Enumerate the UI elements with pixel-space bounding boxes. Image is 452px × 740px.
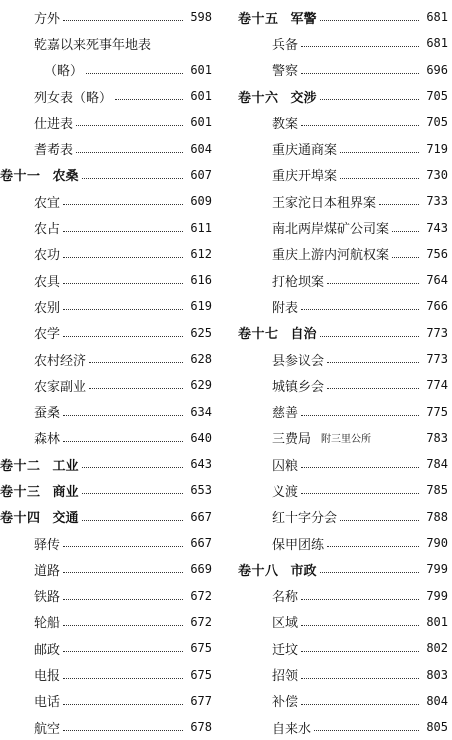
toc-entry-row[interactable] <box>238 267 448 293</box>
toc-entry-row[interactable] <box>238 30 448 56</box>
leader-dots <box>63 230 183 232</box>
leader-dots <box>63 440 183 442</box>
entry-title: 迁坟 <box>272 642 299 658</box>
volume-number: 卷十八 <box>238 563 279 579</box>
entry-note: 附三里公所 <box>321 434 372 446</box>
entry-title: 警察 <box>272 64 299 80</box>
leader-dots <box>63 203 183 205</box>
toc-left-column <box>0 4 212 740</box>
entry-title: 自治 <box>290 327 317 343</box>
entry-title: 名称 <box>272 590 299 606</box>
page-number: 799 <box>426 588 448 603</box>
entry-title: 农宜 <box>34 195 61 211</box>
page-number: 788 <box>426 509 448 524</box>
leader-dots <box>63 545 183 547</box>
page-number: 672 <box>190 614 212 629</box>
leader-dots <box>301 124 419 126</box>
toc-entry-row[interactable] <box>0 372 212 398</box>
leader-dots <box>301 45 419 47</box>
leader-dots <box>63 677 183 679</box>
toc-entry-row[interactable] <box>0 214 212 240</box>
page-number: 774 <box>426 378 448 393</box>
toc-entry-row[interactable] <box>238 714 448 740</box>
page-number: 669 <box>190 562 212 577</box>
page-number: 784 <box>426 457 448 472</box>
leader-dots <box>379 203 419 205</box>
toc-entry-row[interactable] <box>238 451 448 477</box>
leader-dots <box>63 624 183 626</box>
entry-title: 保甲团练 <box>272 537 325 553</box>
toc-entry-row[interactable] <box>238 109 448 135</box>
entry-title: 城镇乡会 <box>272 379 325 395</box>
page-number: 629 <box>190 378 212 393</box>
toc-entry-row[interactable] <box>238 346 448 372</box>
toc-volume-row[interactable] <box>238 556 448 582</box>
toc-volume-row[interactable] <box>0 162 212 188</box>
leader-dots <box>63 414 183 416</box>
leader-dots <box>63 571 183 573</box>
entry-title: 附表 <box>272 300 299 316</box>
entry-title: 教案 <box>272 116 299 132</box>
leader-dots <box>63 256 183 258</box>
leader-dots <box>301 466 419 468</box>
toc-entry-row[interactable] <box>238 398 448 424</box>
leader-dots <box>301 308 419 310</box>
toc-entry-row[interactable] <box>238 241 448 267</box>
entry-title: 铁路 <box>34 590 61 606</box>
entry-title: 交通 <box>52 511 79 527</box>
toc-entry-row[interactable] <box>238 372 448 398</box>
entry-title: 交涉 <box>290 90 317 106</box>
entry-title: 邮政 <box>34 642 61 658</box>
leader-dots <box>82 177 183 179</box>
toc-entry-row[interactable] <box>238 477 448 503</box>
entry-title: 县参议会 <box>272 353 325 369</box>
toc-entry-row[interactable] <box>0 583 212 609</box>
toc-volume-row[interactable] <box>0 451 212 477</box>
entry-title: （略） <box>44 64 84 80</box>
page-number: 667 <box>190 509 212 524</box>
toc-entry-row[interactable] <box>0 530 212 556</box>
leader-dots <box>89 387 183 389</box>
toc-entry-row[interactable] <box>0 635 212 661</box>
page-number: 775 <box>426 404 448 419</box>
toc-entry-row[interactable] <box>0 346 212 372</box>
leader-dots <box>392 230 419 232</box>
page-number: 764 <box>426 273 448 288</box>
leader-dots <box>320 571 419 573</box>
toc-entry-row[interactable] <box>0 398 212 424</box>
toc-entry-row[interactable] <box>0 109 212 135</box>
page-number: 643 <box>190 457 212 472</box>
entry-title: 耆耇表 <box>34 143 74 159</box>
entry-title: 兵备 <box>272 37 299 53</box>
toc-volume-row[interactable] <box>0 477 212 503</box>
volume-number: 卷十五 <box>238 11 279 27</box>
volume-number: 卷十四 <box>0 511 41 527</box>
volume-number: 卷十三 <box>0 484 41 500</box>
toc-entry-row[interactable] <box>0 688 212 714</box>
toc-entry-row[interactable] <box>0 293 212 319</box>
leader-dots <box>327 545 419 547</box>
entry-title: 王家沱日本租界案 <box>272 195 377 211</box>
toc-entry-row[interactable] <box>238 135 448 161</box>
page-number: 672 <box>190 588 212 603</box>
entry-title: 农家副业 <box>34 379 87 395</box>
leader-dots <box>340 177 419 179</box>
toc-entry-row[interactable] <box>0 661 212 687</box>
page-number: 705 <box>426 89 448 104</box>
toc-entry-row[interactable] <box>0 425 212 451</box>
leader-dots <box>320 335 419 337</box>
toc-entry-row[interactable] <box>0 135 212 161</box>
toc-entry-row[interactable] <box>238 661 448 687</box>
entry-title: 农村经济 <box>34 353 87 369</box>
page-number: 705 <box>426 115 448 130</box>
entry-title: 囚粮 <box>272 458 299 474</box>
entry-title: 农学 <box>34 327 61 343</box>
toc-entry-row[interactable] <box>238 583 448 609</box>
leader-dots <box>63 729 183 731</box>
entry-title: 森林 <box>34 432 61 448</box>
page-number: 801 <box>426 614 448 629</box>
leader-dots <box>82 519 183 521</box>
page-number: 601 <box>190 115 212 130</box>
page-number: 719 <box>426 141 448 156</box>
page-number: 601 <box>190 89 212 104</box>
toc-entry-row[interactable] <box>0 83 212 109</box>
page-number: 805 <box>426 720 448 735</box>
entry-title: 重庆通商案 <box>272 143 338 159</box>
page-number: 802 <box>426 641 448 656</box>
toc-entry-row[interactable] <box>0 714 212 740</box>
leader-dots <box>86 72 183 74</box>
volume-number: 卷十一 <box>0 169 41 185</box>
leader-dots <box>63 598 183 600</box>
entry-title: 义渡 <box>272 484 299 500</box>
entry-title: 自来水 <box>272 721 312 737</box>
toc-entry-row[interactable] <box>0 30 212 56</box>
toc-volume-row[interactable] <box>238 4 448 30</box>
leader-dots <box>301 72 419 74</box>
toc-entry-row[interactable] <box>0 4 212 30</box>
entry-title: 农别 <box>34 300 61 316</box>
leader-dots <box>63 308 183 310</box>
leader-dots <box>320 19 419 21</box>
page-number: 634 <box>190 404 212 419</box>
page-number: 677 <box>190 693 212 708</box>
entry-title: 农功 <box>34 248 61 264</box>
page-number: 604 <box>190 141 212 156</box>
leader-dots <box>63 650 183 652</box>
entry-title: 补偿 <box>272 695 299 711</box>
page-number: 773 <box>426 352 448 366</box>
toc-entry-row[interactable] <box>238 425 448 451</box>
page-number: 785 <box>426 483 448 498</box>
leader-dots <box>301 703 419 705</box>
entry-title: 三费局 <box>272 432 312 448</box>
leader-dots <box>327 361 419 363</box>
page-number: 783 <box>426 430 448 445</box>
leader-dots <box>63 282 183 284</box>
leader-dots <box>301 650 419 652</box>
entry-title: 驿传 <box>34 537 61 553</box>
entry-title: 军警 <box>290 11 317 27</box>
toc-volume-row[interactable] <box>0 504 212 530</box>
entry-title: 航空 <box>34 721 61 737</box>
page-number: 640 <box>190 430 212 445</box>
entry-title: 电报 <box>34 669 61 685</box>
page-number: 612 <box>190 246 212 261</box>
toc-entry-row[interactable] <box>0 320 212 346</box>
entry-title: 区域 <box>272 616 299 632</box>
page-number: 675 <box>190 667 212 682</box>
page-number: 743 <box>426 220 448 235</box>
toc-right-column <box>238 4 448 740</box>
entry-title: 重庆开埠案 <box>272 169 338 185</box>
leader-dots <box>301 414 419 416</box>
entry-title: 工业 <box>52 458 79 474</box>
page-number: 609 <box>190 194 212 209</box>
entry-title: 慈善 <box>272 406 299 422</box>
leader-dots <box>76 151 183 153</box>
toc-entry-row[interactable] <box>0 609 212 635</box>
volume-number: 卷十二 <box>0 458 41 474</box>
page-number: 730 <box>426 167 448 182</box>
leader-dots <box>340 151 419 153</box>
entry-title: 南北两岸煤矿公司案 <box>272 222 390 238</box>
entry-title: 轮船 <box>34 616 61 632</box>
page-number: 678 <box>190 720 212 735</box>
leader-dots <box>63 335 183 337</box>
entry-title: 重庆上游内河航权案 <box>272 248 390 264</box>
toc-entry-row[interactable] <box>238 293 448 319</box>
leader-dots <box>392 256 419 258</box>
leader-dots <box>115 98 183 100</box>
page-number: 601 <box>190 62 212 77</box>
page-number: 653 <box>190 483 212 498</box>
entry-title: 道路 <box>34 563 61 579</box>
toc-volume-row[interactable] <box>238 320 448 346</box>
toc-entry-row[interactable] <box>0 57 212 83</box>
entry-title: 蚕桑 <box>34 406 61 422</box>
leader-dots <box>301 492 419 494</box>
entry-title: 打枪坝案 <box>272 274 325 290</box>
toc-volume-row[interactable] <box>238 83 448 109</box>
toc-entry-row[interactable] <box>0 188 212 214</box>
page-number: 619 <box>190 299 212 314</box>
toc-entry-row[interactable] <box>238 609 448 635</box>
entry-title: 农桑 <box>52 169 79 185</box>
entry-title: 市政 <box>290 563 317 579</box>
leader-dots <box>76 124 183 126</box>
leader-dots <box>82 492 183 494</box>
toc-entry-row[interactable] <box>238 188 448 214</box>
entry-title: 农占 <box>34 222 61 238</box>
page-number: 681 <box>426 10 448 25</box>
page-number: 790 <box>426 536 448 551</box>
leader-dots <box>301 624 419 626</box>
page-number: 681 <box>426 36 448 51</box>
leader-dots <box>327 282 419 284</box>
page-number: 598 <box>190 10 212 25</box>
leader-dots <box>82 466 183 468</box>
toc-entry-row[interactable] <box>0 241 212 267</box>
leader-dots <box>314 729 419 731</box>
entry-title: 商业 <box>52 484 79 500</box>
entry-title: 电话 <box>34 695 61 711</box>
page-number: 766 <box>426 299 448 314</box>
entry-title: 招领 <box>272 669 299 685</box>
page-number: 625 <box>190 325 212 340</box>
page-number: 611 <box>190 220 212 235</box>
toc-entry-row[interactable] <box>238 688 448 714</box>
toc-entry-row[interactable] <box>238 504 448 530</box>
entry-title: 红十字分会 <box>272 511 338 527</box>
entry-title: 列女表（略） <box>34 90 113 106</box>
leader-dots <box>301 598 419 600</box>
toc-entry-row[interactable] <box>0 556 212 582</box>
page-number: 616 <box>190 273 212 288</box>
toc-entry-row[interactable] <box>238 635 448 661</box>
leader-dots <box>89 361 183 363</box>
leader-dots <box>63 703 183 705</box>
page-number: 733 <box>426 194 448 209</box>
toc-entry-row[interactable] <box>238 530 448 556</box>
toc-entry-row[interactable] <box>238 214 448 240</box>
leader-dots <box>301 677 419 679</box>
leader-dots <box>327 387 419 389</box>
page-number: 675 <box>190 641 212 656</box>
page-number: 804 <box>426 693 448 708</box>
leader-dots <box>320 98 419 100</box>
page-number: 628 <box>190 352 212 366</box>
page-number: 607 <box>190 167 212 182</box>
toc-entry-row[interactable] <box>238 57 448 83</box>
page-number: 803 <box>426 667 448 682</box>
leader-dots <box>340 519 419 521</box>
page-number: 756 <box>426 246 448 261</box>
entry-title: 仕进表 <box>34 116 74 132</box>
entry-title: 乾嘉以来死事年地表 <box>34 37 152 53</box>
volume-number: 卷十六 <box>238 90 279 106</box>
page-number: 696 <box>426 62 448 77</box>
toc-entry-row[interactable] <box>0 267 212 293</box>
toc-entry-row[interactable] <box>238 162 448 188</box>
page-number: 667 <box>190 536 212 551</box>
page-number: 799 <box>426 562 448 577</box>
leader-dots <box>63 19 183 21</box>
entry-title: 方外 <box>34 11 61 27</box>
page-number: 773 <box>426 325 448 340</box>
entry-title: 农具 <box>34 274 61 290</box>
volume-number: 卷十七 <box>238 327 279 343</box>
